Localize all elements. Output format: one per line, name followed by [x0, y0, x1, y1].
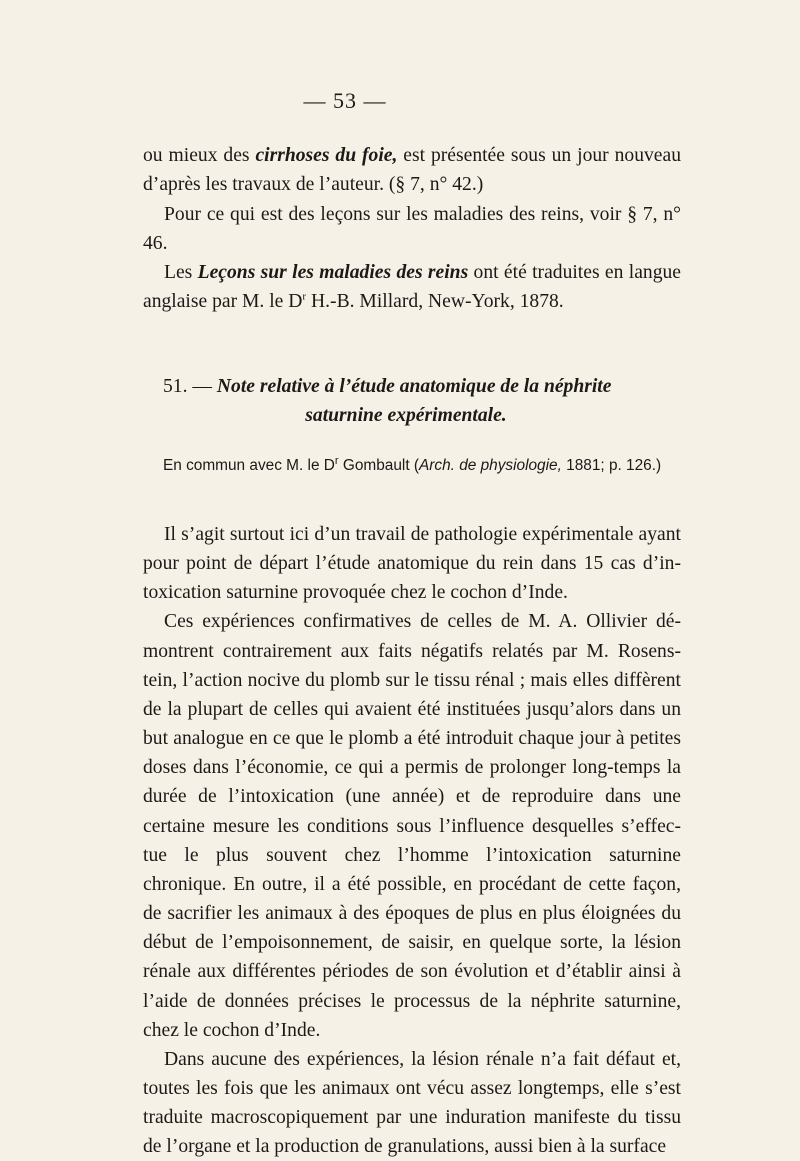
intro-text-3b: ont été traduites en langue anglaise par M. le D — [143, 262, 681, 313]
body-paragraph-3: Dans aucune des expériences, la lésion rénale n’a fait défaut et, toutes les fois que les animaux ont vécu assez longtemps, elle s’est traduite macroscopiquement par une induration manifeste du tissu de l’organe et la production de granulations, aussi bien à la surface — [143, 1048, 681, 1158]
intro-text-1b: est présentée sous un jour nouveau d’après les travaux de l’auteur. (§ 7, n° 42.) — [143, 145, 681, 196]
body-paragraph-1: Il s’agit surtout ici d’un travail de pathologie expérimentale ayant pour point de départ l’étude anatomique du rein dans 15 cas d’in-toxication saturnine provoquée chez le cochon d’Inde. — [143, 524, 681, 604]
page-number: — 53 — — [303, 88, 387, 113]
intro-text-1a: ou mieux des — [143, 145, 256, 166]
section-heading — [143, 372, 681, 430]
section-number: 51. — — [163, 376, 217, 397]
note-text-a: En commun avec M. le D — [163, 457, 335, 474]
note-text-c: 1881; p. 126.) — [561, 457, 662, 474]
intro-italic-lecons: Leçons sur les maladies des reins — [197, 262, 469, 283]
intro-text-3c: H.-B. Millard, New-York, 1878. — [306, 291, 564, 313]
intro-paragraph-2 — [143, 200, 681, 259]
section-title-line-2: saturnine expérimentale. — [305, 405, 507, 426]
intro-text-2: Pour ce qui est des leçons sur les maladies des reins, voir § 7, n° 46. — [143, 204, 681, 255]
note-sup-dr: r — [334, 454, 339, 467]
intro-paragraph-3 — [143, 258, 681, 317]
note-italic-journal: Arch. de physiologie, — [419, 457, 562, 474]
collaboration-note — [163, 456, 703, 476]
main-text — [143, 520, 681, 1161]
intro-sup-dr: r — [302, 290, 307, 303]
note-text-b: Gombault ( — [338, 457, 419, 474]
body-paragraph-2: Ces expériences confirmatives de celles de M. A. Ollivier dé-montrent contrairement aux faits négatifs relatés par M. Rosens-tein, l’action nocive du plomb sur le tissu rénal ; mais elles diffèrent de la plupart de celles qui avaient été instituées jusqu’alors dans un but analogue en ce que le plomb a été introduit chaque jour à petites doses dans l’économie, ce qui a permis de prolonger long-temps la durée de l’intoxication (une année) et de reproduire dans une certaine mesure les conditions sous l’influence desquelles s’effec-tue le plus souvent chez l’homme l’intoxication saturnine chronique. En outre, il a été possible, en procédant de cette façon, de sacrifier les animaux à des époques de plus en plus éloignées du début de l’empoisonnement, de saisir, en quelque sorte, la lésion rénale aux différentes périodes de son évolution et d’établir ainsi à l’aide de données précises le processus de la néphrite saturnine, chez le cochon d’Inde. — [143, 611, 681, 1041]
section-title-line-1: Note relative à l’étude anatomique de la néphrite — [216, 376, 612, 397]
intro-paragraph-1 — [143, 141, 681, 200]
intro-text-3a: Les — [164, 262, 198, 283]
intro-italic-cirrhoses: cirrhoses du foie, — [255, 145, 398, 166]
